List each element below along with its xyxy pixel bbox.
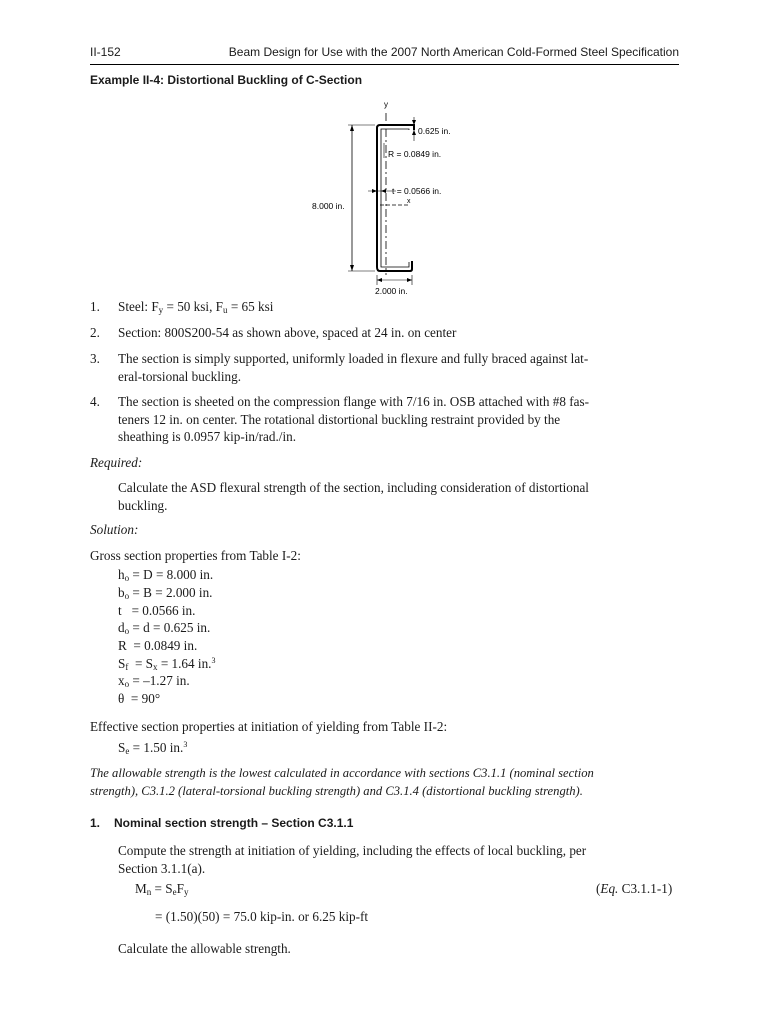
y-axis-label: y <box>384 100 388 109</box>
effective-intro: Effective section properties at initiation of yielding from Table II-2: <box>90 719 448 734</box>
lip-label: 0.625 in. <box>418 126 451 136</box>
c-section-diagram <box>300 95 480 305</box>
calc-allowable-text: Calculate the allowable strength. <box>118 941 291 956</box>
gross-intro: Gross section properties from Table I-2: <box>90 548 301 563</box>
allowable-note: The allowable strength is the lowest calculated in accordance with sections C3.1.1 (nominal section strength), C3.1.2 (lateral-torsional buckling strength) and C3.1.4 (distortional buckling strength). <box>90 766 594 798</box>
equation-mn: $M_n = S_eF_y$ <box>135 881 189 897</box>
page-number: II-152 <box>90 45 121 59</box>
radius-label: R = 0.0849 in. <box>388 149 442 159</box>
section-1-heading: 1. Nominal section strength – Section C3.1.1 <box>90 816 354 830</box>
depth-label: 8.000 in. <box>312 201 345 211</box>
equation-reference: (Eq. C3.1.1-1) <box>596 881 673 896</box>
prop-bo: $b_o = B = 2.000$ in. <box>118 585 213 601</box>
thickness-label: t = 0.0566 in. <box>392 186 442 196</box>
width-label: 2.000 in. <box>375 286 408 296</box>
required-heading: Required: <box>90 455 143 470</box>
running-title: Beam Design for Use with the 2007 North American Cold-Formed Steel Specification <box>228 45 679 59</box>
prop-do: $d_o = d = 0.625$ in. <box>118 620 211 636</box>
prop-t: t = 0.0566 in. <box>118 603 196 618</box>
compute-text: Compute the strength at initiation of yielding, including the effects of local buckling, per Section 3.1.1(a). <box>118 843 587 876</box>
example-title: Example II-4: Distortional Buckling of C-Section <box>90 73 363 87</box>
prop-theta: θ = 90° <box>118 691 161 706</box>
prop-xo: $x_o = -1.27$ in. <box>118 673 190 689</box>
required-text: Calculate the ASD flexural strength of the section, including consideration of distortional buckling. <box>118 480 589 513</box>
x-axis-label: x <box>407 198 411 205</box>
prop-sf: $S_f = S_x = 1.64$ in.$^3$ <box>118 656 216 672</box>
equation-result: = (1.50)(50) = 75.0 kip-in. or 6.25 kip-ft <box>155 909 369 924</box>
prop-r: R = 0.0849 in. <box>118 638 198 653</box>
prop-ho: $h_o = D = 8.000$ in. <box>118 567 214 583</box>
prop-se: $S_e = 1.50$ in.$^3$ <box>118 740 188 756</box>
page-header <box>90 42 679 65</box>
solution-heading: Solution: <box>90 522 139 537</box>
